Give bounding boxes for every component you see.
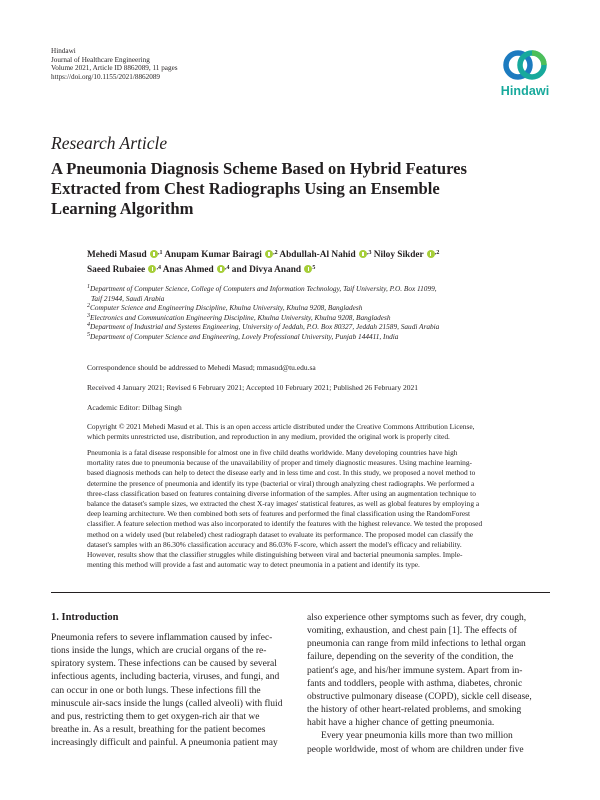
body-line: failure, depending on the severity of the condition, the	[307, 652, 514, 663]
body-line: pneumonia can range from mild infections to lethal organ	[307, 639, 526, 650]
article-title	[51, 159, 571, 219]
body-line: can occur in one or both lungs. These infections fill the	[51, 685, 261, 696]
body-line: Pneumonia refers to severe inflammation caused by infec-	[51, 633, 273, 643]
affiliation-text: Department of Computer Science and Engineering, Lovely Professional University, Punjab 144411, India	[90, 331, 399, 341]
publication-dates: Received 4 January 2021; Revised 6 February 2021; Accepted 10 February 2021; Published 26 February 2021	[87, 383, 418, 392]
article-type: Research Article	[51, 133, 168, 153]
body-line: the history of other heart-related problems, and smoking	[307, 705, 522, 716]
abstract-line: determine the presence of pneumonia and identify its type (bacterial or viral) through analyzing chest radiographs. We performed a	[87, 478, 475, 488]
author-name[interactable]: Mehedi Masud	[87, 250, 147, 260]
author-name[interactable]: Divya Anand	[249, 264, 302, 275]
author-line	[87, 248, 567, 263]
section-heading: 1. Introduction	[51, 612, 119, 623]
body-column-right	[307, 612, 550, 757]
correspondence: Correspondence should be addressed to Mehedi Masud; mmasud@tu.edu.sa	[87, 363, 316, 372]
affiliation-num: 5	[87, 331, 90, 338]
body-line: vomiting, exhaustion, and chest pain [1]. The effects of	[307, 626, 517, 637]
logo-text: Hindawi	[500, 84, 550, 98]
hindawi-logo	[497, 46, 553, 102]
abstract-line: based diagnosis methods can help to detect the disease early and in less time and cost. In this study, we proposed a novel method to	[87, 468, 476, 478]
body-line: obstructive pulmonary disease (COPD), sickle cell disease,	[307, 691, 532, 702]
affiliation-ref: ,2	[434, 250, 440, 256]
abstract-line: three-class classification based on features containing diverse information of the samples. After using an augmentation technique to	[87, 488, 476, 498]
title-line: A Pneumonia Diagnosis Scheme Based on Hybrid Features	[51, 159, 467, 178]
body-line: people worldwide, most of whom are children under five	[307, 744, 524, 755]
author-list	[87, 248, 567, 278]
body-line: tions inside the lungs, which are crucial organs of the re-	[51, 646, 267, 657]
affiliation-num: 1	[87, 284, 90, 290]
author-name[interactable]: Anupam Kumar Bairagi	[164, 250, 262, 260]
title-line: Extracted from Chest Radiographs Using an Ensemble	[51, 179, 440, 198]
academic-editor: Academic Editor: Dilbag Singh	[87, 403, 182, 412]
affiliation-item	[87, 284, 567, 294]
author-name[interactable]: Abdullah-Al Nahid	[279, 250, 356, 260]
author-name[interactable]: Niloy Sikder	[373, 250, 424, 260]
body-line: spiratory system. These infections can be caused by several	[51, 659, 277, 670]
orcid-icon[interactable]	[150, 250, 158, 258]
body-column-left	[51, 632, 293, 750]
hindawi-logo-icon	[497, 46, 553, 84]
body-line: increasingly difficult and painful. A pneumonia patient may	[51, 738, 278, 749]
copyright-line: Copyright © 2021 Mehedi Masud et al. This is an open access article distributed under the Creative Commons Attribution License,	[87, 422, 475, 431]
body-line: habit have a higher chance of getting pneumonia.	[307, 718, 495, 729]
affiliation-num: 3	[87, 312, 90, 319]
journal-info	[51, 47, 178, 81]
affiliation-text: Taif 21944, Saudi Arabia	[91, 293, 165, 303]
orcid-icon[interactable]	[148, 265, 156, 273]
affiliation-item	[87, 313, 567, 323]
copyright-notice	[87, 422, 549, 443]
abstract-line: mortality rates due to pneumonia because of the unavailability of proper and timely diagnostic measures. Using machine learning-	[87, 458, 473, 468]
orcid-icon[interactable]	[427, 250, 435, 258]
abstract-line: deep learning architecture. We then combined both sets of features and performed the final classification using the RandomForest	[87, 509, 471, 519]
affiliation-ref: ,4	[156, 264, 161, 271]
affiliation-item	[87, 322, 567, 332]
affiliation-num: 2	[87, 303, 90, 309]
body-line: patient's age, and his/her immune system. Apart from in-	[307, 665, 523, 676]
orcid-icon[interactable]	[265, 250, 273, 258]
author-conjunction: and	[231, 264, 250, 275]
orcid-icon[interactable]	[217, 265, 225, 273]
affiliation-ref: ,4	[224, 264, 230, 271]
body-line: infectious agents, including bacteria, viruses, and fungi, and	[51, 672, 280, 683]
affiliation-text: Department of Computer Science, College of Computers and Information Technology, Taif University, P.O. Box 11099,	[90, 284, 437, 293]
orcid-icon[interactable]	[359, 250, 367, 258]
section-divider	[51, 592, 550, 593]
abstract	[87, 448, 549, 570]
abstract-line: classifier. A feature selection method was also incorporated to identify the features with the highest relevance. We tested the proposed	[87, 519, 483, 529]
affiliation-text: Department of Industrial and Systems Engineering, University of Jeddah, P.O. Box 80327, Jeddah 21589, Saudi Arabia	[90, 322, 440, 331]
affiliation-text: Electronics and Communication Engineering Discipline, Khulna University, Khulna 9208, Bangladesh	[90, 312, 391, 322]
title-line: Learning Algorithm	[51, 199, 194, 218]
copyright-line: which permits unrestricted use, distribution, and reproduction in any medium, provided the original work is properly cited.	[87, 432, 450, 442]
body-line: minuscule air-sacs inside the lungs (called alveoli) with fluid	[51, 698, 283, 709]
journal-doi[interactable]: https://doi.org/10.1155/2021/8862089	[51, 72, 161, 81]
abstract-line: method on a widely used (but relabeled) chest radiograph dataset to evaluate its performance. The proposed model can classify the	[87, 529, 474, 539]
abstract-line: balance the dataset's sample sizes, we extracted the chest X-ray images' statistical features, as well as global features by employing a	[87, 499, 480, 509]
affiliation-ref: 5	[312, 264, 316, 271]
author-name[interactable]: Saeed Rubaiee	[87, 264, 146, 275]
affiliation-item	[87, 303, 567, 313]
author-line	[87, 263, 567, 278]
author-name[interactable]: Anas Ahmed	[162, 264, 214, 275]
affiliation-num: 4	[87, 322, 90, 328]
affiliation-item	[87, 332, 567, 342]
body-line: also experience other symptoms such as fever, dry cough,	[307, 613, 527, 623]
body-line: and pus, restricting them to get oxygen-rich air that we	[51, 711, 260, 722]
abstract-line: menting this method will provide a fast and automatic way to detect pneumonia in a patient and identify its type.	[87, 560, 420, 570]
abstract-line: dataset's samples with an 86.30% classification accuracy and 86.03% F-score, which assert the model's efficacy and reliability.	[87, 539, 462, 549]
affiliation-ref: ,1	[158, 250, 163, 256]
abstract-line: Pneumonia is a fatal disease responsible for almost one in five child deaths worldwide. Many developing countries have high	[87, 448, 458, 457]
abstract-line: However, results show that the classifier struggles while distinguishing between viral and bacterial pneumonia samples. Imple-	[87, 550, 463, 560]
affiliations	[87, 284, 567, 341]
body-line: Every year pneumonia kills more than two million	[321, 731, 513, 742]
affiliation-ref: ,2	[273, 250, 278, 256]
journal-volume: Volume 2021, Article ID 8862089, 11 pages	[51, 64, 178, 73]
orcid-icon[interactable]	[304, 265, 312, 273]
body-line: breathe in. As a result, breathing for the patient becomes	[51, 725, 266, 736]
publisher-name: Hindawi	[51, 47, 76, 55]
body-line: fants and toddlers, people with asthma, diabetes, chronic	[307, 678, 523, 689]
affiliation-item-continued	[87, 294, 567, 304]
affiliation-ref: ,3	[366, 250, 372, 256]
journal-name: Journal of Healthcare Engineering	[51, 55, 150, 64]
affiliation-text: Computer Science and Engineering Discipline, Khulna University, Khulna 9208, Bangladesh	[90, 303, 363, 312]
